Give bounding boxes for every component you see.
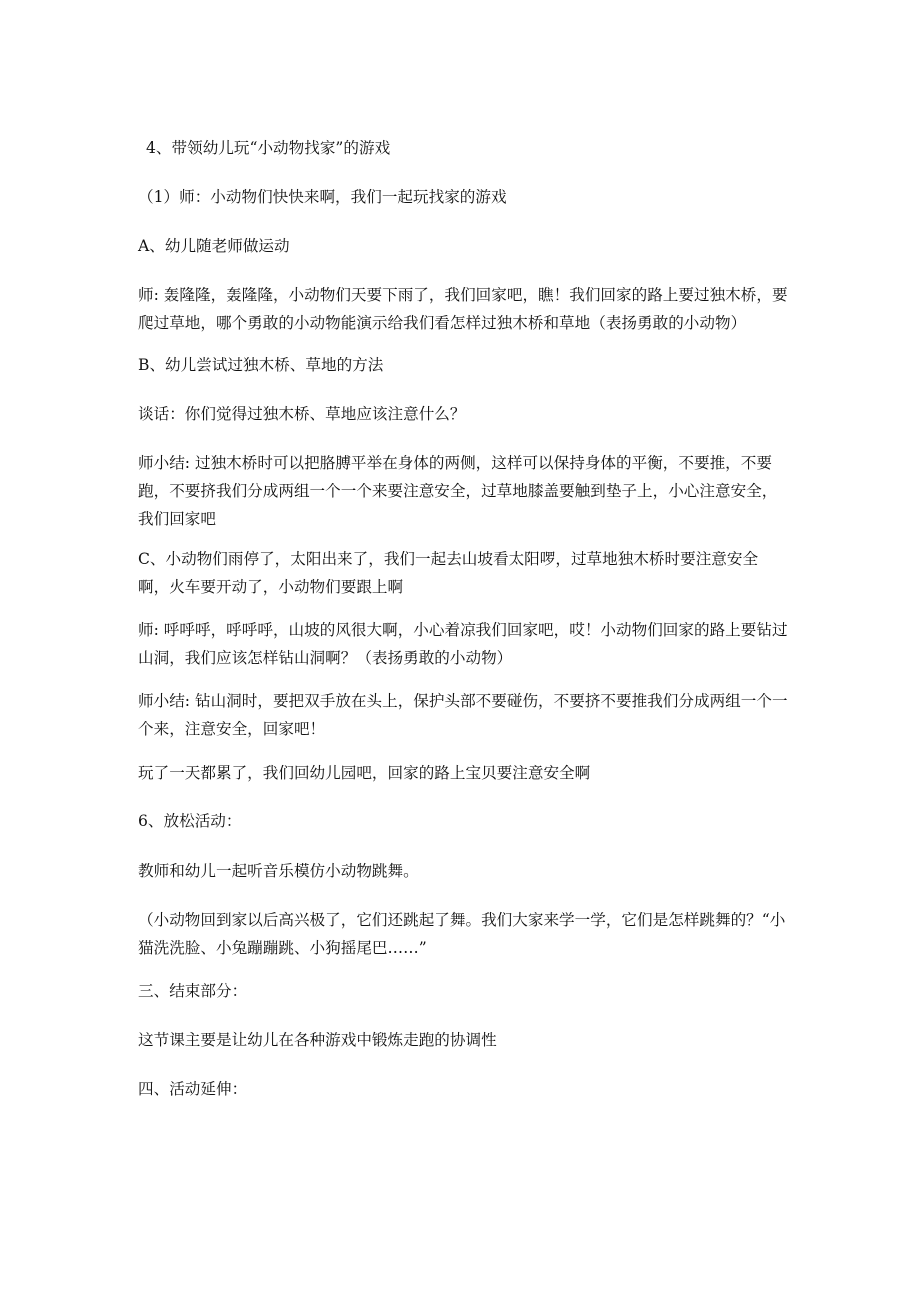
teacher-wind-paragraph: 师: 呼呼呼，呼呼呼，山坡的风很大啊，小心着凉我们回家吧，哎！小动物们回家的路上要钻过山洞，我们应该怎样钻山洞啊？（表扬勇敢的小动物） bbox=[138, 621, 788, 667]
section-b-heading: B、幼儿尝试过独木桥、草地的方法 bbox=[138, 356, 384, 374]
teacher-thunder-paragraph: 师: 轰隆隆，轰隆隆，小动物们天要下雨了，我们回家吧，瞧！我们回家的路上要过独木桥，要爬过草地，哪个勇敢的小动物能演示给我们看怎样过独木桥和草地（表扬勇敢的小动物） bbox=[138, 286, 788, 332]
section-c-paragraph: C、小动物们雨停了，太阳出来了，我们一起去山坡看太阳啰，过草地独木桥时要注意安全啊，火车要开动了，小动物们要跟上啊 bbox=[138, 550, 759, 596]
teacher-summary-bridge: 师小结: 过独木桥时可以把胳膊平举在身体的两侧，这样可以保持身体的平衡，不要推，不要跑，不要挤我们分成两组一个一个来要注意安全，过草地膝盖要触到垫子上，小心注意安全，我们回家吧 bbox=[138, 454, 778, 528]
step-6-heading: 6、放松活动： bbox=[138, 812, 242, 830]
lesson-summary-line: 这节课主要是让幼儿在各种游戏中锻炼走跑的协调性 bbox=[138, 1031, 497, 1049]
return-kindergarten-line: 玩了一天都累了，我们回幼儿园吧，回家的路上宝贝要注意安全啊 bbox=[138, 764, 591, 782]
section-3-heading: 三、结束部分： bbox=[138, 982, 248, 1000]
teacher-intro-line: （1）师：小动物们快快来啊，我们一起玩找家的游戏 bbox=[138, 188, 507, 206]
dance-description-paragraph: （小动物回到家以后高兴极了，它们还跳起了舞。我们大家来学一学，它们是怎样跳舞的？“小猫洗洗脸、小兔蹦蹦跳、小狗摇尾巴……” bbox=[138, 911, 786, 957]
section-a-heading: A、幼儿随老师做运动 bbox=[138, 237, 290, 255]
teacher-summary-cave: 师小结: 钻山洞时，要把双手放在头上，保护头部不要碰伤，不要挤不要推我们分成两组一个一个来，注意安全，回家吧！ bbox=[138, 692, 788, 738]
dance-activity-line: 教师和幼儿一起听音乐模仿小动物跳舞。 bbox=[138, 862, 419, 880]
discussion-question: 谈话：你们觉得过独木桥、草地应该注意什么？ bbox=[138, 405, 466, 423]
step-4-heading: 4、带领幼儿玩“小动物找家”的游戏 bbox=[146, 139, 391, 157]
section-4-heading: 四、活动延伸： bbox=[138, 1080, 248, 1098]
